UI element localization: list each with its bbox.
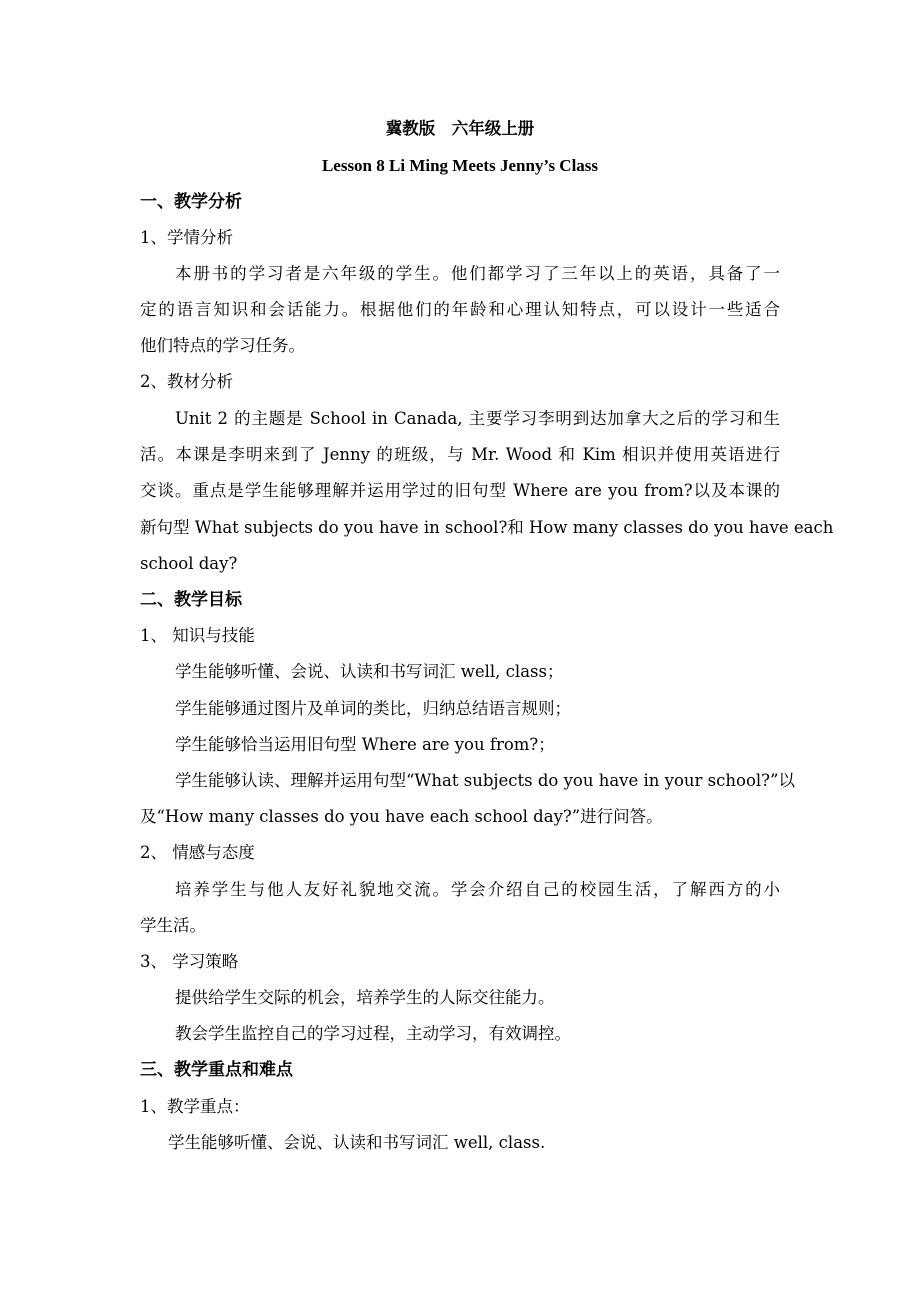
objective-line: 学生能够通过图片及单词的类比，归纳总结语言规则； <box>175 699 571 718</box>
paragraph-line: 他们特点的学习任务。 <box>140 336 305 355</box>
paragraph-line: school day? <box>140 554 238 573</box>
objective-line: 学生能够认读、理解并运用句型“What subjects do you have in your school?”以 <box>175 771 795 790</box>
subheading-learning-strategies: 3、 学习策略 <box>140 952 239 971</box>
objective-line: 及“How many classes do you have each school day?”进行问答。 <box>140 807 663 826</box>
section-heading-analysis: 一、教学分析 <box>140 192 242 212</box>
subheading-knowledge-skills: 1、 知识与技能 <box>140 626 255 645</box>
paragraph-line: 本册书的学习者是六年级的学生。他们都学习了三年以上的英语，具备了一 <box>175 264 780 283</box>
strategy-line: 教会学生监控自己的学习过程，主动学习，有效调控。 <box>175 1024 571 1043</box>
section-heading-objectives: 二、教学目标 <box>140 590 242 610</box>
subheading-learner-analysis: 1、学情分析 <box>140 228 233 247</box>
focus-line: 学生能够听懂、会说、认读和书写词汇 well, class. <box>168 1133 546 1152</box>
paragraph-line: 交谈。重点是学生能够理解并运用学过的旧句型 Where are you from?以及本课的 <box>140 481 780 500</box>
paragraph-line: 培养学生与他人友好礼貌地交流。学会介绍自己的校园生活，了解西方的小 <box>175 880 780 899</box>
paragraph-line: 学生活。 <box>140 916 206 935</box>
objective-line: 学生能够恰当运用旧句型 Where are you from?； <box>175 735 555 754</box>
paragraph-line: Unit 2 的主题是 School in Canada, 主要学习李明到达加拿大之后的学习和生 <box>175 409 780 428</box>
objective-line: 学生能够听懂、会说、认读和书写词汇 well, class； <box>175 662 564 681</box>
paragraph-line: 活。本课是李明来到了 Jenny 的班级，与 Mr. Wood 和 Kim 相识并使用英语进行 <box>140 445 780 464</box>
series-title: 冀教版 六年级上册 <box>385 119 535 138</box>
subheading-emotion-attitude: 2、 情感与态度 <box>140 843 255 862</box>
paragraph-line: 新句型 What subjects do you have in school?和 How many classes do you have each <box>140 518 834 537</box>
section-heading-key-points: 三、教学重点和难点 <box>140 1060 293 1080</box>
subheading-teaching-focus: 1、教学重点： <box>140 1097 250 1116</box>
lesson-title: Lesson 8 Li Ming Meets Jenny’s Class <box>321 156 599 175</box>
paragraph-line: 定的语言知识和会话能力。根据他们的年龄和心理认知特点，可以设计一些适合 <box>140 300 780 319</box>
subheading-textbook-analysis: 2、教材分析 <box>140 372 233 391</box>
strategy-line: 提供给学生交际的机会，培养学生的人际交往能力。 <box>175 988 555 1007</box>
